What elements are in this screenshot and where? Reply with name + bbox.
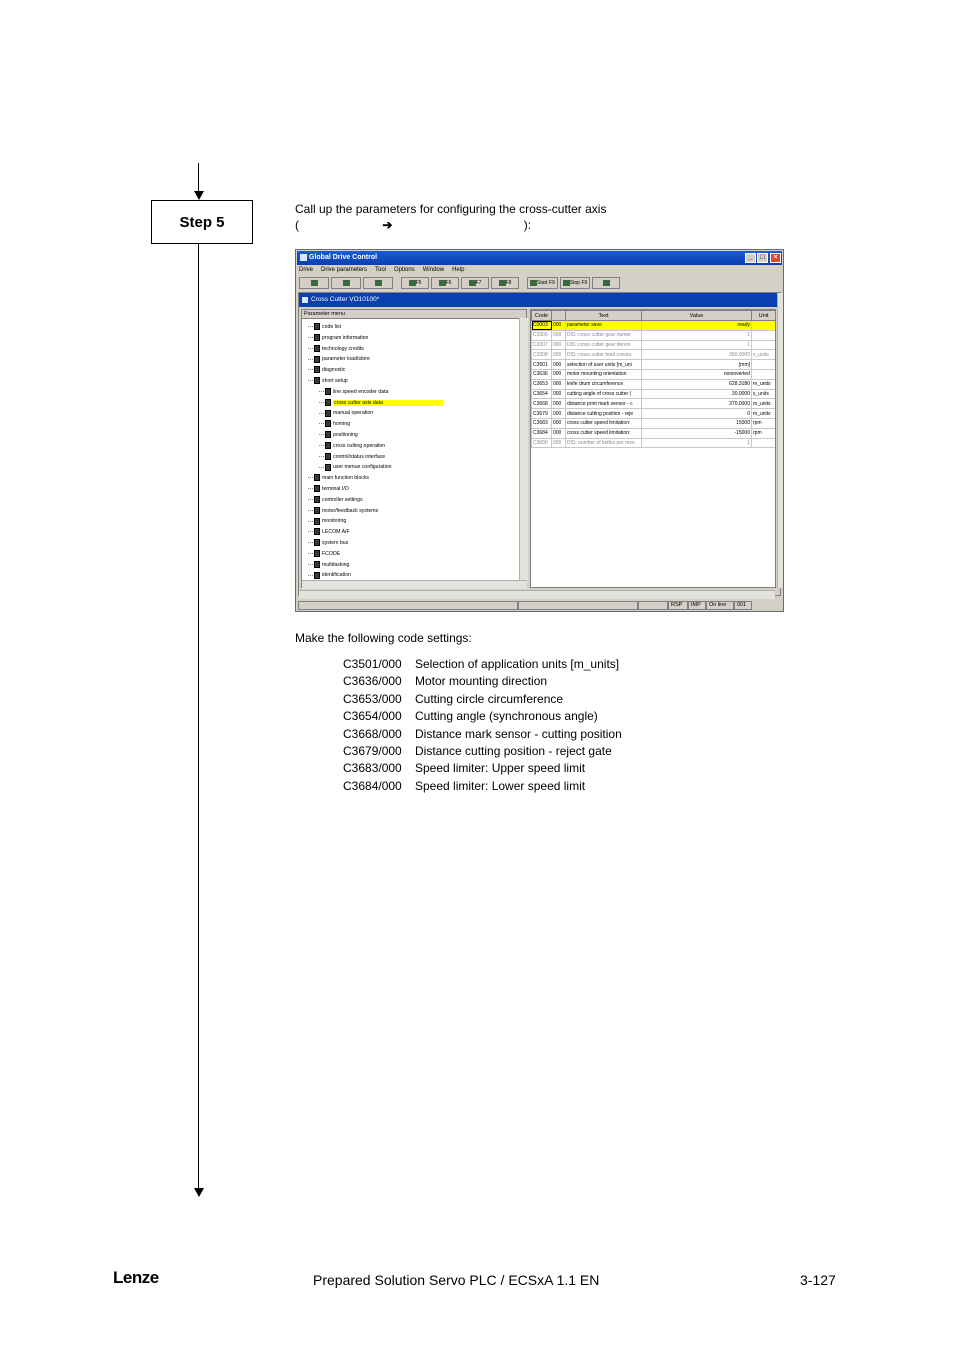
tree-connector — [308, 564, 313, 565]
toolbar-button[interactable] — [363, 277, 393, 289]
book-icon — [325, 388, 331, 395]
toolbar-icon — [603, 280, 610, 286]
lenze-logo: Lenze — [113, 1268, 159, 1287]
toolbar-button[interactable] — [592, 277, 620, 289]
list-item — [343, 708, 622, 725]
footer-document-title: Prepared Solution Servo PLC / ECSxA 1.1 EN — [313, 1272, 600, 1288]
tree-node[interactable] — [308, 506, 378, 516]
grid-cell-value: -15000 — [642, 428, 752, 438]
toolbar-icon — [530, 280, 537, 286]
grid-cell-value: 30.0000 — [642, 389, 752, 399]
toolbar-button-label: F7 — [475, 280, 482, 286]
tree-connector — [308, 369, 313, 370]
toolbar-icon — [439, 280, 446, 286]
step-box — [151, 200, 253, 244]
toolbar-icon — [499, 280, 506, 286]
toolbar-button[interactable] — [527, 277, 558, 289]
setting-description: Motor mounting direction — [415, 674, 548, 689]
setting-description: Distance cutting position - reject gate — [415, 743, 612, 758]
table-row[interactable] — [532, 438, 776, 448]
grid-cell-sub: 000 — [552, 350, 566, 360]
book-icon — [314, 528, 320, 535]
tree-connector — [308, 521, 313, 522]
book-icon — [325, 420, 331, 427]
menu-item[interactable]: Tool — [375, 267, 387, 273]
toolbar-icon — [343, 280, 350, 286]
tree-node-label: FCODE — [322, 550, 341, 557]
tree-node[interactable] — [308, 376, 348, 386]
toolbar-button[interactable] — [331, 277, 361, 289]
toolbar-button[interactable] — [461, 277, 489, 289]
tree-node-label: multitasking — [322, 561, 350, 568]
grid-cell-sub: 000 — [552, 399, 566, 409]
list-item — [343, 656, 622, 673]
book-icon — [325, 464, 331, 471]
tree-connector — [319, 467, 324, 468]
toolbar-button[interactable] — [431, 277, 459, 289]
child-title: Cross Cutter VO10100* — [311, 296, 380, 303]
grid-cell-code: C3653 — [532, 379, 552, 389]
toolbar-icon — [375, 280, 382, 286]
tree-connector — [319, 445, 324, 446]
toolbar-icon — [409, 280, 416, 286]
grid-cell-text: DIS: cross cutter feed consta — [566, 350, 642, 360]
list-item — [343, 760, 622, 777]
step-label: Step 5 — [179, 213, 225, 231]
book-icon — [314, 334, 320, 341]
toolbar-button[interactable] — [299, 277, 329, 289]
table-row[interactable] — [532, 360, 776, 370]
menu-item[interactable]: Window — [422, 267, 445, 273]
table-row[interactable] — [532, 369, 776, 379]
setting-description: Selection of application units [m_units] — [415, 657, 620, 671]
table-row[interactable] — [532, 418, 776, 428]
grid-vertical-scrollbar[interactable] — [777, 293, 784, 588]
menu-item[interactable]: Drive — [299, 267, 314, 273]
tree-connector — [319, 423, 324, 424]
book-icon — [314, 572, 320, 579]
grid-cell-sub: 000 — [552, 379, 566, 389]
grid-cell-text: motor mounting orientation — [566, 369, 642, 379]
grid-cell-sub: 000 — [552, 340, 566, 350]
tree-node-label: identification — [322, 572, 351, 579]
grid-cell-code: C3684 — [532, 428, 552, 438]
list-item — [343, 673, 622, 690]
tree-node[interactable] — [308, 538, 348, 548]
tree-connector — [308, 575, 313, 576]
grid-cell-code: C3308 — [532, 350, 552, 360]
status-cell: RSP — [668, 601, 688, 610]
tree-connector — [308, 337, 313, 338]
tree-node-label: cross cutting operation — [333, 442, 386, 449]
status-cell — [638, 601, 668, 610]
child-window-icon — [302, 297, 308, 303]
list-item — [343, 726, 622, 743]
setting-description: Cutting circle circumference — [415, 691, 564, 706]
window-titlebar — [297, 251, 782, 265]
setting-code: C3679/000 — [343, 743, 402, 758]
menu-bar — [299, 266, 464, 275]
grid-cell-unit — [752, 321, 776, 331]
tree-node[interactable] — [308, 570, 351, 580]
tree-node-label: manual operation — [333, 410, 374, 417]
tree-node[interactable] — [308, 484, 349, 494]
settings-list — [343, 656, 622, 795]
book-icon — [314, 561, 320, 568]
grid-cell-code: C3307 — [532, 340, 552, 350]
tree-node-label: positioning — [333, 432, 358, 438]
book-icon — [314, 518, 320, 525]
tree-connector — [319, 391, 324, 392]
grid-cell-unit: s_units — [752, 389, 776, 399]
tree-node[interactable] — [308, 516, 346, 526]
setting-description: Speed limiter: Lower speed limit — [415, 778, 586, 793]
grid-cell-text: distance print mark sensor - c — [566, 399, 642, 409]
tree-node-label: motor/feedback systems — [322, 507, 379, 514]
intro-line-1: Call up the parameters for configuring the cross-cutter axis — [295, 202, 607, 216]
tree-node[interactable] — [319, 452, 385, 462]
grid-cell-code: C3683 — [532, 418, 552, 428]
tree-connector — [308, 326, 313, 327]
tree-node-label: user menue configuration — [333, 464, 392, 471]
table-row[interactable] — [532, 428, 776, 438]
tree-node[interactable] — [319, 398, 443, 408]
toolbar — [299, 277, 620, 290]
grid-cell-unit — [752, 369, 776, 379]
grid-cell-unit: m_units — [752, 409, 776, 419]
tree-connector — [308, 380, 313, 381]
tree-node-label: line speed encoder data — [333, 388, 389, 395]
tree-node[interactable] — [308, 527, 350, 537]
grid-cell-value: 370.0000 — [642, 399, 752, 409]
tree-node-label: homing — [333, 421, 351, 428]
status-cell: On line — [706, 601, 734, 610]
setting-description: Distance mark sensor - cutting position — [415, 726, 622, 741]
grid-cell-code: C3306 — [532, 330, 552, 340]
tree-connector — [308, 348, 313, 349]
flow-arrow-top — [194, 191, 204, 200]
grid-cell-value: 1 — [642, 330, 752, 340]
table-row[interactable] — [532, 399, 776, 409]
grid-cell-code: C3679 — [532, 409, 552, 419]
tree-node-label: technology credits — [322, 345, 364, 352]
parameter-grid — [530, 309, 776, 588]
tree-node-label: terminal I/O — [322, 486, 349, 492]
status-cell: 001 — [734, 601, 752, 610]
tree-connector — [308, 531, 313, 532]
close-icon[interactable]: × — [770, 253, 781, 263]
setting-description: Speed limiter: Upper speed limit — [415, 761, 586, 776]
grid-cell-code: C3501 — [532, 360, 552, 370]
flow-arrow-bottom — [194, 1188, 204, 1197]
tree-node-label: LECOM A/F — [322, 529, 350, 536]
tree-node[interactable] — [308, 560, 349, 570]
tree-node[interactable] — [319, 462, 392, 472]
grid-cell-value: 1 — [642, 340, 752, 350]
grid-cell-sub: 000 — [552, 321, 566, 331]
book-icon — [314, 485, 320, 492]
toolbar-button-label: Stop F9 — [569, 280, 588, 286]
grid-cell-sub: 000 — [552, 428, 566, 438]
grid-cell-code: C3636 — [532, 369, 552, 379]
grid-cell-text: DIS: cross cutter gear denon — [566, 340, 642, 350]
table-row[interactable] — [532, 321, 776, 331]
setting-description: Cutting angle (synchronous angle) — [415, 709, 598, 724]
grid-cell-text: cross cutter speed limitation: — [566, 428, 642, 438]
book-icon — [314, 356, 320, 363]
tree-node[interactable] — [308, 365, 345, 375]
setting-code: C3683/000 — [343, 761, 402, 776]
grid-cell-code: C3654 — [532, 389, 552, 399]
toolbar-button-label: F8 — [505, 280, 512, 286]
table-row[interactable] — [532, 350, 776, 360]
tree-connector — [308, 499, 313, 500]
menu-item[interactable]: Options — [394, 267, 415, 273]
tree-node[interactable] — [308, 473, 369, 483]
tree-node[interactable] — [308, 322, 341, 332]
flow-line-top — [198, 163, 199, 191]
grid-cell-code: C3668 — [532, 399, 552, 409]
book-icon — [314, 377, 320, 384]
grid-cell-value: 0 — [642, 409, 752, 419]
status-cell — [518, 601, 638, 610]
grid-cell-code: C3690 — [532, 438, 552, 448]
grid-cell-code: C0003 — [532, 321, 552, 331]
status-bar — [298, 601, 781, 610]
status-cell: IMP — [688, 601, 706, 610]
toolbar-button[interactable] — [560, 277, 591, 289]
menu-item[interactable]: Drive parameters — [321, 267, 368, 273]
window-horizontal-scrollbar[interactable] — [299, 590, 775, 599]
setting-code: C3636/000 — [343, 674, 402, 689]
maximize-icon[interactable]: □ — [757, 253, 768, 263]
list-item — [343, 778, 622, 795]
grid-cell-value: 628.3180 — [642, 379, 752, 389]
grid-cell-sub: 000 — [552, 389, 566, 399]
tree-node-label: diagnostic — [322, 367, 346, 374]
toolbar-button[interactable] — [401, 277, 429, 289]
setting-code: C3684/000 — [343, 778, 402, 793]
table-row[interactable] — [532, 330, 776, 340]
tree-connector — [308, 542, 313, 543]
grid-cell-unit: m_units — [752, 379, 776, 389]
tree-connector — [319, 413, 324, 414]
app-icon — [300, 254, 307, 261]
child-window — [298, 292, 781, 596]
grid-cell-sub: 000 — [552, 418, 566, 428]
tree-header: Parameter menu — [302, 310, 526, 319]
grid-cell-unit — [752, 438, 776, 448]
tree-node[interactable] — [308, 344, 364, 354]
tree-connector — [308, 477, 313, 478]
child-titlebar — [299, 293, 780, 307]
tree-node[interactable] — [308, 495, 363, 505]
table-row[interactable] — [532, 389, 776, 399]
grid-cell-text: cross cutter speed limitation: — [566, 418, 642, 428]
table-row[interactable] — [532, 409, 776, 419]
grid-cell-text: knife drum circumference — [566, 379, 642, 389]
tree-vertical-scrollbar[interactable] — [519, 318, 528, 580]
grid-cell-text: distance cutting position - reje — [566, 409, 642, 419]
book-icon — [325, 431, 331, 438]
grid-column-header[interactable]: Unit — [752, 311, 776, 321]
toolbar-button-label: F5 — [415, 280, 422, 286]
setting-code: C3668/000 — [343, 726, 402, 741]
tree-node-label: control/status interface — [333, 453, 386, 460]
make-settings-text: Make the following code settings: — [295, 631, 472, 645]
grid-cell-sub: 000 — [552, 360, 566, 370]
grid-cell-sub: 000 — [552, 409, 566, 419]
tree-connector — [308, 488, 313, 489]
tree-connector — [308, 359, 313, 360]
grid-cell-value: ready — [642, 321, 752, 331]
grid-cell-text: selection of user units [m_uni — [566, 360, 642, 370]
book-icon — [325, 442, 331, 449]
grid-cell-unit: rpm — [752, 428, 776, 438]
book-icon — [314, 539, 320, 546]
book-icon — [314, 474, 320, 481]
minimize-icon[interactable]: _ — [745, 253, 756, 263]
tree-node-label: controller settings — [322, 496, 363, 503]
grid-column-header[interactable] — [552, 311, 566, 321]
intro-open-paren: ( — [295, 218, 299, 232]
grid-cell-unit — [752, 340, 776, 350]
tree-node[interactable] — [319, 408, 373, 418]
grid-cell-text: parameter save — [566, 321, 642, 331]
tree-node-label: main function blocks — [322, 475, 369, 482]
grid-column-header[interactable]: Text — [566, 311, 642, 321]
grid-cell-text: DIS: cross cutter gear numer — [566, 330, 642, 340]
tree-node-label: program information — [322, 334, 369, 341]
grid-cell-value: noninverted — [642, 369, 752, 379]
book-icon — [325, 453, 331, 460]
tree-connector — [308, 553, 313, 554]
tree-node-label: code list — [322, 324, 342, 330]
tree-connector — [319, 402, 324, 403]
grid-cell-unit — [752, 330, 776, 340]
grid-cell-unit: s_units — [752, 350, 776, 360]
grid-cell-text: cutting angle of cross cutter ( — [566, 389, 642, 399]
gdc-window — [295, 249, 784, 612]
book-icon — [314, 366, 320, 373]
grid-cell-sub: 000 — [552, 369, 566, 379]
grid-cell-unit: m_units — [752, 399, 776, 409]
list-item — [343, 743, 622, 760]
grid-cell-sub: 000 — [552, 438, 566, 448]
toolbar-icon — [311, 280, 318, 286]
book-icon — [314, 550, 320, 557]
table-row[interactable] — [532, 379, 776, 389]
grid-cell-value: 15000 — [642, 418, 752, 428]
grid-column-header[interactable]: Code — [532, 311, 552, 321]
table-row[interactable] — [532, 340, 776, 350]
book-icon — [325, 399, 331, 406]
tree-node-label: monitoring — [322, 518, 347, 525]
grid-cell-value: 360.0000 — [642, 350, 752, 360]
toolbar-icon — [563, 280, 570, 286]
toolbar-button-label: Start F9 — [537, 280, 555, 286]
tree-node[interactable] — [319, 430, 358, 440]
tree-connector — [319, 434, 324, 435]
list-item — [343, 691, 622, 708]
flow-line-main — [198, 243, 199, 1188]
toolbar-button[interactable] — [491, 277, 519, 289]
tree-node-label: parameter load/store — [322, 356, 370, 363]
toolbar-button-label: F6 — [445, 280, 452, 286]
intro-line-2 — [295, 217, 606, 233]
tree-connector — [308, 510, 313, 511]
tree-node[interactable] — [319, 441, 385, 451]
intro-arrow: ➔ — [382, 218, 393, 232]
grid-cell-unit: rpm — [752, 418, 776, 428]
book-icon — [325, 410, 331, 417]
grid-cell-value: 1 — [642, 438, 752, 448]
grid-column-header[interactable]: Value — [642, 311, 752, 321]
grid-cell-text: DIS: number of knifes per revo — [566, 438, 642, 448]
tree-node[interactable] — [319, 419, 350, 429]
intro-close: ): — [523, 218, 532, 232]
book-icon — [314, 507, 320, 514]
tree-node[interactable] — [308, 333, 368, 343]
footer-page-number: 3-127 — [800, 1272, 836, 1288]
tree-node[interactable] — [308, 549, 340, 559]
book-icon — [314, 323, 320, 330]
menu-item[interactable]: Help — [452, 267, 465, 273]
tree-connector — [319, 456, 324, 457]
tree-node-label: cross cutter axis data — [333, 400, 443, 406]
tree-node-label: system bus — [322, 540, 349, 546]
intro-text — [295, 201, 606, 233]
setting-code: C3654/000 — [343, 709, 402, 724]
grid-cell-unit — [752, 360, 776, 370]
window-title: Global Drive Control — [309, 254, 378, 261]
tree-node-label: short setup — [322, 378, 348, 384]
book-icon — [314, 496, 320, 503]
parameter-tree — [301, 309, 527, 588]
setting-code: C3653/000 — [343, 691, 402, 706]
tree-horizontal-scrollbar[interactable] — [302, 580, 527, 589]
status-cell — [298, 601, 518, 610]
tree-node[interactable] — [308, 354, 370, 364]
grid-cell-value: [mm] — [642, 360, 752, 370]
toolbar-icon — [469, 280, 476, 286]
tree-node[interactable] — [319, 387, 388, 397]
setting-code: C3501/000 — [343, 657, 402, 671]
grid-cell-sub: 000 — [552, 330, 566, 340]
book-icon — [314, 345, 320, 352]
